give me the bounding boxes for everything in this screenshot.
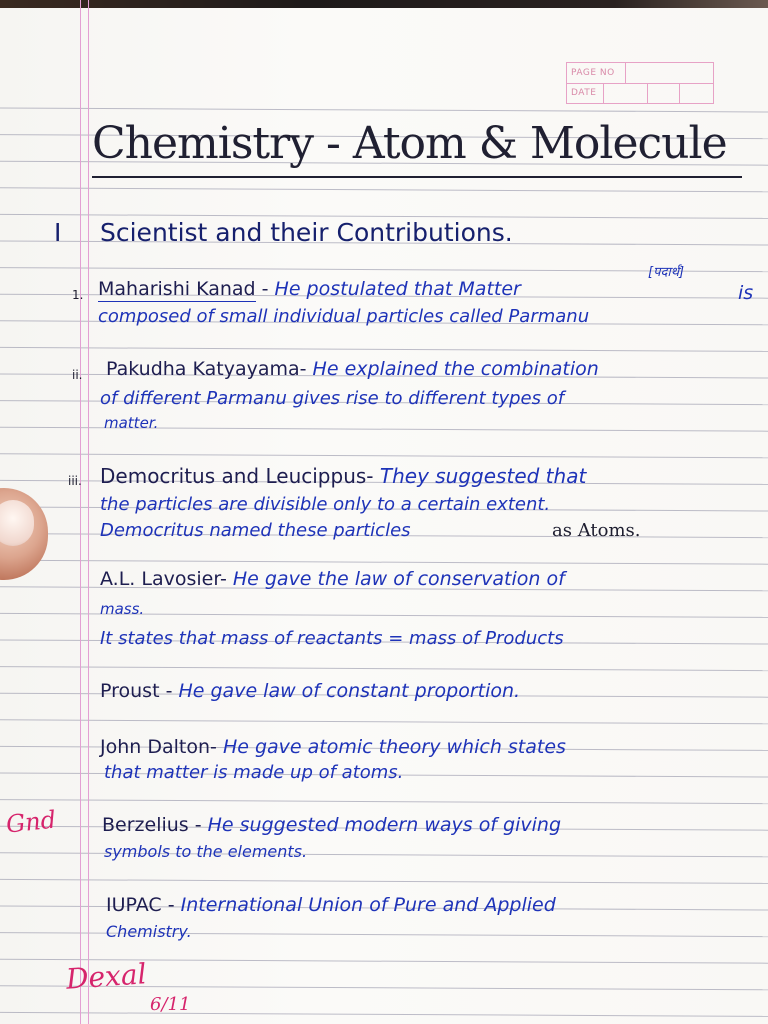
margin-line-right [88,0,89,1024]
section-heading: Scientist and their Contributions. [100,218,513,247]
item-4-line-2: mass. [100,600,145,618]
ruled-line [0,879,768,883]
item-1-line-1-end: is [738,282,754,304]
item-7-line-1: Berzelius - He suggested modern ways of giving [102,814,562,836]
ruled-line [0,108,768,112]
item-4-line-1: A.L. Lavosier- He gave the law of conservation of [100,568,565,590]
item-8-line-1: IUPAC - International Union of Pure and Applied [106,894,556,916]
scientist-name: Berzelius [102,814,189,836]
item-1-line-2: composed of small individual particles called Parmanu [98,306,590,327]
ruled-line [0,188,768,192]
margin-line-left [80,0,81,1024]
contribution-text: He explained the combination [312,358,599,380]
scientist-name: IUPAC [106,894,162,916]
item-marker: iii. [68,474,82,488]
scientist-name: Proust [100,680,160,702]
margin-note: Gnd [4,805,58,839]
scientist-name: Maharishi Kanad [98,278,256,300]
item-marker: ii. [72,368,83,382]
item-2-line-2: of different Parmanu gives rise to different types of [100,388,565,409]
page-title: Chemistry - Atom & Molecule [92,118,727,169]
item-5-line-1: Proust - He gave law of constant proportion. [100,680,521,702]
item-2-line-1: Pakudha Katyayama- He explained the combination [106,358,599,380]
item-1-line-1: Maharishi Kanad - He postulated that Matter [98,278,521,300]
item-2-line-3: matter. [104,414,159,432]
item-8-line-2: Chemistry. [106,922,192,941]
ruled-line [0,720,768,724]
teacher-signature: Dexal [64,957,148,996]
ruled-line [0,1012,768,1016]
contribution-text: He suggested modern ways of giving [207,814,562,836]
contribution-text: They suggested that [379,464,587,488]
ruled-line [0,667,768,671]
scientist-name: John Dalton [100,736,211,758]
signature-date: 6/11 [150,994,191,1015]
contribution-text: He postulated that Matter [274,278,521,300]
ruled-line [0,560,768,564]
item-6-line-2: that matter is made up of atoms. [104,762,404,783]
item-3-line-1: Democritus and Leucippus- They suggested that [100,464,587,488]
ruled-line [0,347,768,351]
title-underline [92,176,742,178]
item-3-line-3: Democritus named these particles [100,520,411,541]
item-7-line-2: symbols to the elements. [104,842,308,861]
scientist-name: Democritus and Leucippus [100,464,367,488]
item-4-line-3: It states that mass of reactants = mass of Products [100,628,564,649]
ruled-line [0,454,768,458]
hindi-note: [पदार्थ] [648,265,685,280]
item-3-line-3-end: as Atoms. [552,520,641,541]
scientist-name: A.L. Lavosier [100,568,220,590]
date-label: DATE [571,88,597,98]
contribution-text: International Union of Pure and Applied [180,894,556,916]
item-3-line-2: the particles are divisible only to a certain extent. [100,494,551,515]
contribution-text: He gave law of constant proportion. [178,680,521,702]
ruled-line [0,800,768,804]
item-6-line-1: John Dalton- He gave atomic theory which states [100,736,566,758]
contribution-text: He gave the law of conservation of [232,568,565,590]
section-number: I [54,218,62,247]
item-marker: 1. [72,288,84,302]
page-header-box [566,62,714,104]
page-no-label: PAGE NO [571,68,615,78]
scientist-name: Pakudha Katyayama [106,358,300,380]
contribution-text: He gave atomic theory which states [222,736,566,758]
